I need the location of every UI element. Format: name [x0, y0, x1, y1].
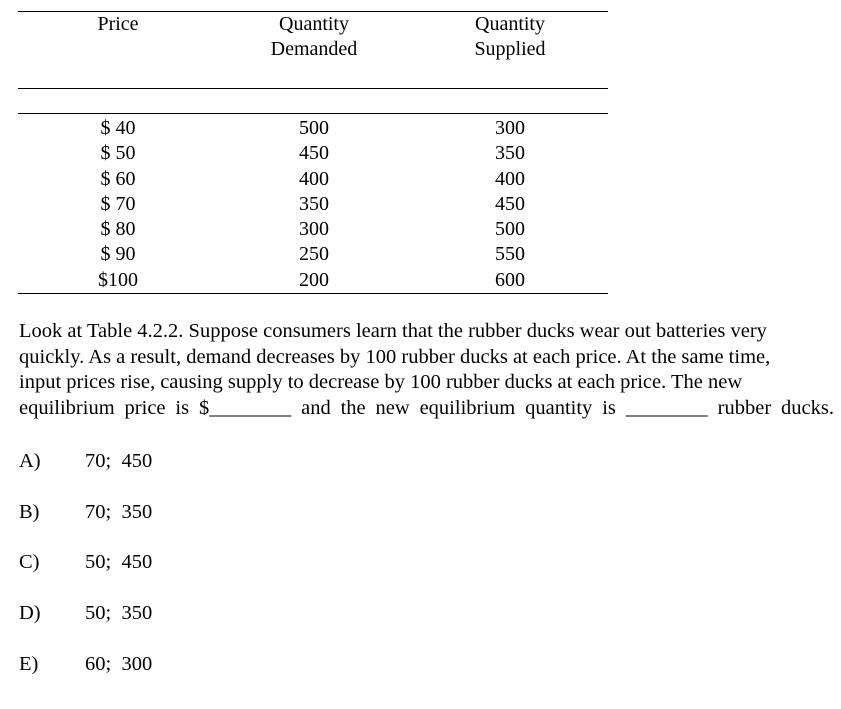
table-header-rule: [18, 88, 608, 89]
question-line: Look at Table 4.2.2. Suppose consumers learn that the rubber ducks wear out batteries very: [19, 320, 767, 342]
option-answer: 50; 350: [85, 602, 153, 624]
table-row: [0, 268, 620, 293]
header-quantity-demanded: [214, 12, 414, 62]
price-cell: $100: [98, 268, 138, 291]
table-row: [0, 242, 620, 267]
demanded-cell: 450: [299, 142, 329, 165]
supplied-cell: 300: [495, 117, 525, 139]
header-supplied-line2: Supplied: [474, 38, 546, 60]
question-text: [19, 319, 834, 421]
question-line: equilibrium price is $________ and the new equilibrium quantity is ________ rubber ducks.: [19, 396, 834, 419]
header-demanded-line2: Demanded: [270, 38, 358, 60]
table-row: [0, 167, 620, 192]
price-cell: $ 70: [100, 192, 136, 215]
price-cell: $ 40: [100, 117, 136, 139]
price-cell: $ 60: [100, 167, 136, 190]
supplied-cell: 550: [495, 243, 525, 266]
option-answer: 70; 350: [85, 501, 153, 523]
demanded-cell: 250: [299, 243, 329, 266]
option-letter: B): [19, 501, 40, 523]
table-row: [0, 217, 620, 242]
option-letter: E): [19, 653, 39, 675]
price-cell: $ 90: [100, 243, 136, 266]
demanded-cell: 500: [299, 117, 329, 139]
supplied-cell: 500: [495, 218, 525, 241]
table-row: [0, 116, 620, 141]
table-row: [0, 192, 620, 217]
price-cell: $ 80: [100, 218, 136, 241]
price-cell: $ 50: [100, 142, 136, 165]
demanded-cell: 300: [299, 218, 329, 241]
option-letter: D): [19, 602, 41, 624]
header-price-label: Price: [97, 13, 139, 35]
demanded-cell: 350: [299, 192, 329, 215]
header-price: [18, 12, 218, 37]
table-body-top-rule: [18, 113, 608, 114]
header-demanded-line1: Quantity: [279, 13, 349, 35]
table-bottom-rule: [18, 293, 608, 294]
supplied-cell: 450: [495, 192, 525, 215]
table-body: [0, 116, 620, 293]
header-supplied-line1: Quantity: [475, 13, 545, 35]
supplied-cell: 600: [495, 268, 525, 291]
supplied-cell: 400: [495, 167, 525, 190]
demanded-cell: 400: [299, 167, 329, 190]
option-letter: A): [19, 450, 41, 472]
option-answer: 60; 300: [85, 653, 153, 675]
supplied-cell: 350: [495, 142, 525, 165]
question-line: quickly. As a result, demand decreases by 100 rubber ducks at each price. At the same time,: [19, 345, 771, 368]
demanded-cell: 200: [299, 268, 329, 291]
question-line: input prices rise, causing supply to decrease by 100 rubber ducks at each price. The new: [19, 371, 743, 393]
table-row: [0, 141, 620, 166]
header-quantity-supplied: [410, 12, 610, 62]
option-answer: 50; 450: [85, 551, 153, 573]
option-letter: C): [19, 551, 40, 573]
option-answer: 70; 450: [85, 450, 153, 472]
